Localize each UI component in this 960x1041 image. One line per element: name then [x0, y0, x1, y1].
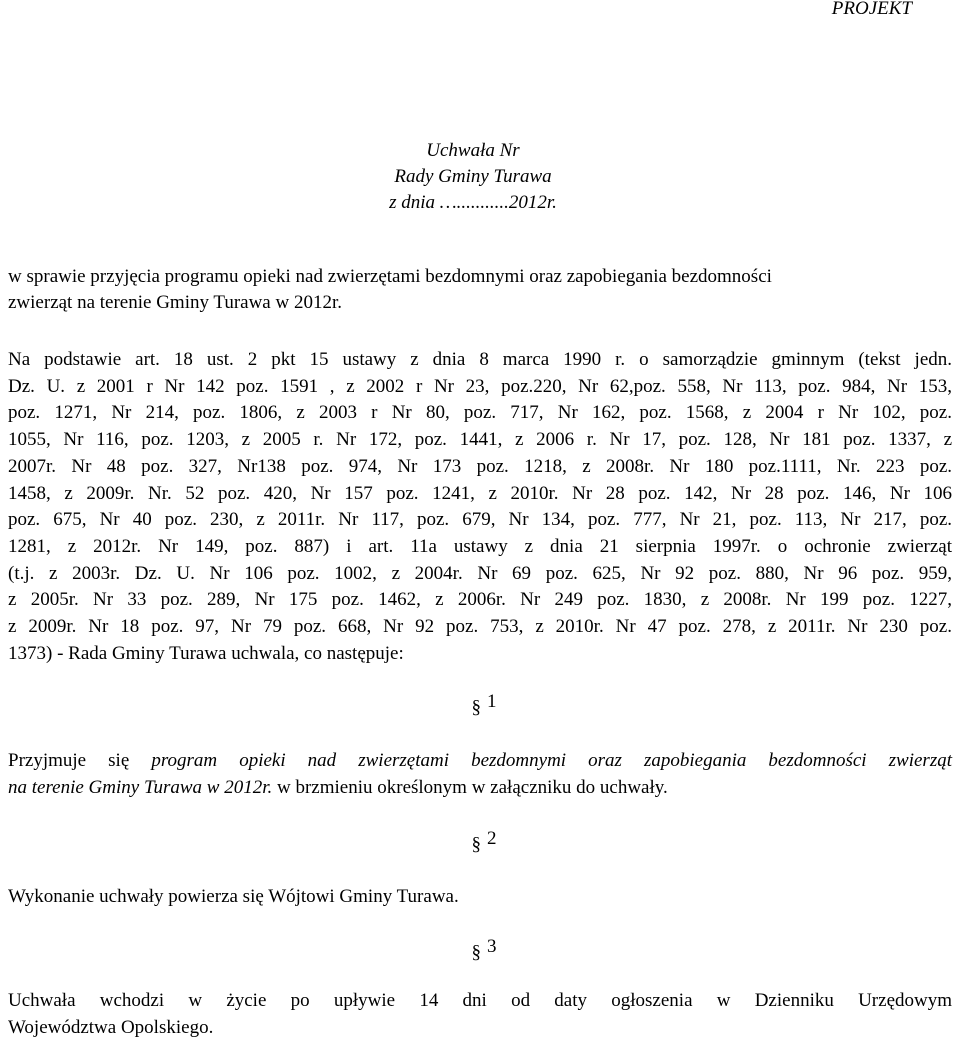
- legal-basis-line: 1055, Nr 116, poz. 1203, z 2005 r. Nr 172, poz. 1441, z 2006 r. Nr 17, poz. 128, Nr 181 poz. 1337, z: [8, 429, 952, 451]
- legal-basis-line: 1373) - Rada Gminy Turawa uchwala, co następuje:: [8, 642, 404, 664]
- resolution-date: z dnia …...........2012r.: [389, 192, 557, 213]
- section-2-text: [8, 883, 952, 910]
- legal-basis-line: 1458, z 2009r. Nr. 52 poz. 420, Nr 157 poz. 1241, z 2010r. Nr 28 poz. 142, Nr 28 poz. 146, Nr 106: [8, 482, 952, 504]
- resolution-subject: [8, 264, 948, 316]
- section-number: 1: [487, 691, 497, 712]
- subject-line: w sprawie przyjęcia programu opieki nad zwierzętami bezdomnymi oraz zapobiegania bezdomności: [8, 266, 772, 287]
- legal-basis-line: Dz. U. z 2001 r Nr 142 poz. 1591 , z 2002 r Nr 23, poz.220, Nr 62,poz. 558, Nr 113, poz. 984, Nr 153,: [8, 375, 952, 397]
- section-1-line: [8, 774, 952, 801]
- section-2-heading: [0, 827, 960, 855]
- section-2-line: Wykonanie uchwały powierza się Wójtowi Gminy Turawa.: [8, 886, 459, 907]
- section-1-line: [8, 747, 952, 774]
- section-number: 2: [487, 828, 497, 849]
- program-title-italic: program opieki nad zwierzętami bezdomnymi oraz zapobiegania bezdomności zwierząt: [151, 750, 952, 771]
- section-1-text: [8, 747, 952, 801]
- council-name: Rady Gminy Turawa: [394, 166, 552, 187]
- legal-basis-line: poz. 675, Nr 40 poz. 230, z 2011r. Nr 117, poz. 679, Nr 134, poz. 777, Nr 21, poz. 113, Nr 217, poz.: [8, 509, 952, 531]
- draft-label: PROJEKT: [831, 0, 912, 19]
- program-title-italic: na terenie Gminy Turawa w 2012r.: [8, 777, 273, 798]
- resolution-header: [0, 138, 960, 216]
- legal-basis-line: z 2009r. Nr 18 poz. 97, Nr 79 poz. 668, Nr 92 poz. 753, z 2010r. Nr 47 poz. 278, z 2011r. Nr 230 poz.: [8, 616, 952, 638]
- section-1-heading: [0, 690, 960, 718]
- section-symbol: §: [471, 697, 481, 718]
- section-symbol: §: [471, 942, 481, 963]
- section-3-line: Uchwała wchodzi w życie po upływie 14 dni od daty ogłoszenia w Dzienniku Urzędowym: [8, 990, 952, 1011]
- legal-basis-line: (t.j. z 2003r. Dz. U. Nr 106 poz. 1002, z 2004r. Nr 69 poz. 625, Nr 92 poz. 880, Nr 96 poz. 959,: [8, 562, 952, 584]
- legal-basis-line: poz. 1271, Nr 214, poz. 1806, z 2003 r Nr 80, poz. 717, Nr 162, poz. 1568, z 2004 r Nr 102, poz.: [8, 402, 952, 424]
- subject-line: zwierząt na terenie Gminy Turawa w 2012r.: [8, 292, 342, 313]
- legal-basis-line: Na podstawie art. 18 ust. 2 pkt 15 ustawy z dnia 8 marca 1990 r. o samorządzie gminnym (tekst jedn.: [8, 349, 952, 370]
- legal-basis-line: 2007r. Nr 48 poz. 327, Nr138 poz. 974, Nr 173 poz. 1218, z 2008r. Nr 180 poz.1111, Nr. 223 poz.: [8, 455, 952, 477]
- section-symbol: §: [471, 834, 481, 855]
- section-1-text-plain: Przyjmuje się: [8, 750, 152, 771]
- legal-basis-line: z 2005r. Nr 33 poz. 289, Nr 175 poz. 1462, z 2006r. Nr 249 poz. 1830, z 2008r. Nr 199 poz. 1227,: [8, 589, 952, 611]
- section-3-line: Województwa Opolskiego.: [8, 1017, 214, 1038]
- section-1-text-plain: w brzmieniu określonym w załączniku do uchwały.: [272, 777, 668, 798]
- section-3-heading: [0, 935, 960, 963]
- resolution-number: Uchwała Nr: [426, 140, 520, 161]
- section-number: 3: [487, 936, 497, 957]
- section-3-text: [8, 987, 952, 1041]
- legal-basis-line: 1281, z 2012r. Nr 149, poz. 887) i art. 11a ustawy z dnia 21 sierpnia 1997r. o ochronie zwierząt: [8, 535, 952, 557]
- legal-basis: [8, 347, 952, 667]
